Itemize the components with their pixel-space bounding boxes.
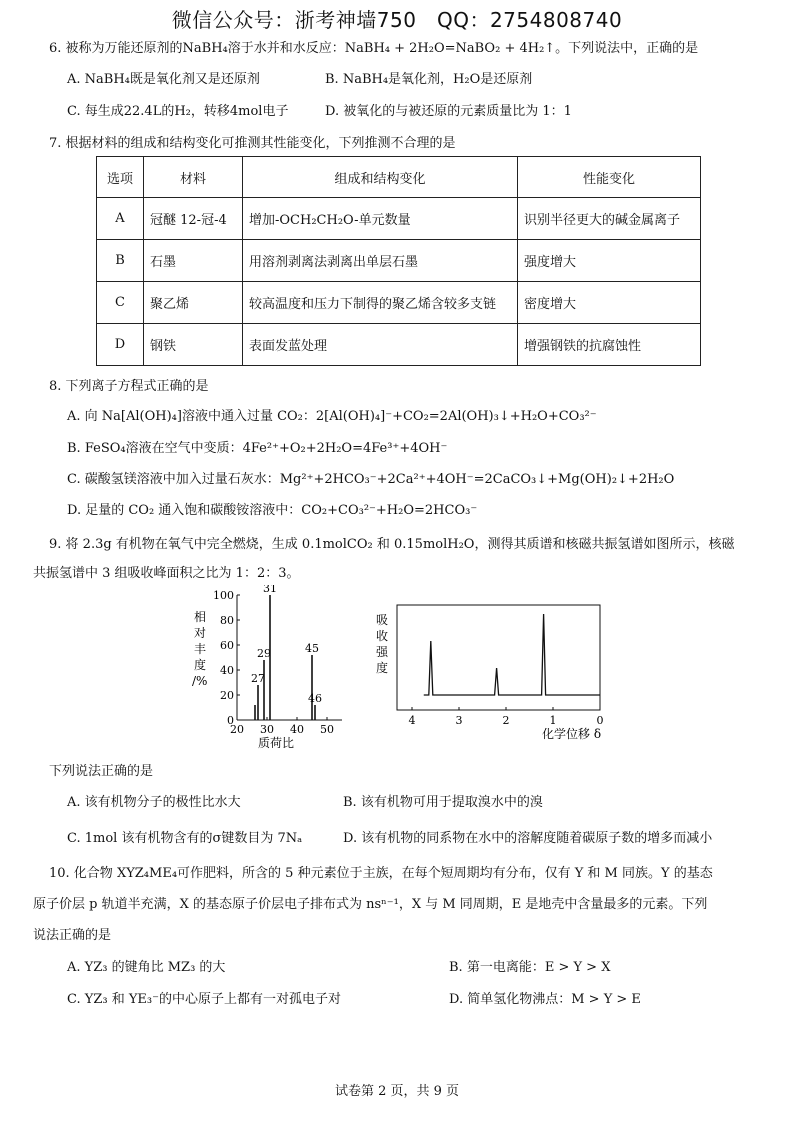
ms-x-tick-label: 30 [260,723,274,736]
ms-ylabel-char-5: /% [192,674,208,688]
ms-peak-label: 46 [308,692,322,705]
ms-ylabel-char-1: 相 [194,610,207,624]
q8-option-d: D. 足量的 CO₂ 通入饱和碳酸铵溶液中：CO₂+CO₃²⁻+H₂O=2HCO₃⁻ [67,503,478,518]
nmr-x-tick-label: 2 [502,714,510,727]
q10-stem-line1: 10. 化合物 XYZ₄ME₄可作肥料，所含的 5 种元素位于主族，在每个短周期均有分布，仅有 Y 和 M 同族。Y 的基态 [49,866,713,881]
q9-option-c: C. 1mol 该有机物含有的σ键数目为 7Nₐ [67,831,303,846]
ms-x-tick-label: 20 [230,723,244,736]
q9-option-b: B. 该有机物可用于提取溴水中的溴 [343,795,543,810]
table-cell: 用溶剂剥离法剥离出单层石墨 [243,240,518,282]
table-header-cell: 组成和结构变化 [243,157,518,198]
table-cell: 石墨 [144,240,243,282]
nmr-ylabel-char-3: 强 [376,645,389,659]
nmr-xlabel: 化学位移 δ [542,727,602,741]
table-cell: 钢铁 [144,324,243,366]
q9-stem-line1: 9. 将 2.3g 有机物在氧气中完全燃烧，生成 0.1molCO₂ 和 0.15molH₂O，测得其质谱和核磁共振氢谱如图所示，核磁 [49,537,735,552]
ms-peak-label: 31 [263,585,277,595]
table-header-cell: 选项 [97,157,144,198]
q6-option-b: B. NaBH₄是氧化剂，H₂O是还原剂 [325,72,533,87]
table-cell: B [97,240,144,282]
table-header-cell: 性能变化 [518,157,701,198]
ms-ylabel-char-4: 度 [194,658,207,672]
ms-x-tick-label: 50 [320,723,334,736]
table-row [97,198,701,240]
table-cell: 冠醚 12-冠-4 [144,198,243,240]
nmr-plot [397,605,604,727]
table-header-row [97,157,701,198]
table-cell: 密度增大 [518,282,701,324]
q6-option-d: D. 被氧化的与被还原的元素质量比为 1：1 [325,104,572,119]
table-cell: 较高温度和压力下制得的聚乙烯含较多支链 [243,282,518,324]
mass-spectrum-chart [180,585,350,755]
table-row [97,240,701,282]
ms-y-tick-label: 80 [220,614,234,627]
q10-stem-line2: 原子价层 p 轨道半充满，X 的基态原子价层电子排布式为 nsⁿ⁻¹，X 与 M 同周期，E 是地壳中含量最多的元素。下列 [33,897,708,912]
ms-peak-label: 45 [305,642,319,655]
q6-option-a: A. NaBH₄既是氧化剂又是还原剂 [67,72,260,87]
nmr-ylabel-char-2: 收 [376,629,389,643]
q10-option-b: B. 第一电离能：E > Y > X [449,960,611,975]
ms-y-tick-label: 20 [220,689,234,702]
nmr-x-tick-label: 3 [455,714,463,727]
table-cell: A [97,198,144,240]
ms-peak-label: 29 [257,647,271,660]
nmr-x-tick-label: 1 [549,714,557,727]
q9-option-a: A. 该有机物分子的极性比水大 [67,795,241,810]
nmr-ylabel-char-4: 度 [376,661,389,675]
table-cell: 强度增大 [518,240,701,282]
q7-table [96,156,701,366]
table-cell: 聚乙烯 [144,282,243,324]
q9-stem-line2: 共振氢谱中 3 组吸收峰面积之比为 1：2：3。 [33,566,300,581]
ms-y-tick-label: 40 [220,664,234,677]
q10-stem-line3: 说法正确的是 [33,928,112,943]
q10-option-a: A. YZ₃ 的键角比 MZ₃ 的大 [67,960,226,975]
table-cell: D [97,324,144,366]
ms-ylabel-char-2: 对 [194,626,207,640]
q7-stem: 7. 根据材料的组成和结构变化可推测其性能变化，下列推测不合理的是 [49,136,456,151]
nmr-spectrum-chart [370,600,620,750]
table-row [97,324,701,366]
q10-option-c: C. YZ₃ 和 YE₃⁻的中心原子上都有一对孤电子对 [67,992,341,1007]
table-cell: 识别半径更大的碱金属离子 [518,198,701,240]
nmr-spectrum-line [424,614,600,695]
ms-x-tick-label: 40 [290,723,304,736]
table-header-cell: 材料 [144,157,243,198]
ms-y-tick-label: 0 [227,714,234,727]
q10-option-d: D. 简单氢化物沸点：M > Y > E [449,992,641,1007]
q9-prompt: 下列说法正确的是 [49,764,154,779]
ms-y-tick-label: 60 [220,639,234,652]
q8-option-a: A. 向 Na[Al(OH)₄]溶液中通入过量 CO₂：2[Al(OH)₄]⁻+CO₂=2Al(OH)₃↓+H₂O+CO₃²⁻ [67,409,597,424]
q8-option-b: B. FeSO₄溶液在空气中变质：4Fe²⁺+O₂+2H₂O=4Fe³⁺+4OH⁻ [67,441,448,456]
nmr-ylabel-char-1: 吸 [376,613,389,627]
q8-stem: 8. 下列离子方程式正确的是 [49,379,209,394]
q8-option-c: C. 碳酸氢镁溶液中加入过量石灰水：Mg²⁺+2HCO₃⁻+2Ca²⁺+4OH⁻=2CaCO₃↓+Mg(OH)₂↓+2H₂O [67,472,675,487]
table-row [97,282,701,324]
table-cell: 增强钢铁的抗腐蚀性 [518,324,701,366]
q9-option-d: D. 该有机物的同系物在水中的溶解度随着碳原子数的增多而减小 [343,831,713,846]
page-footer: 试卷第 2 页，共 9 页 [334,1084,460,1099]
nmr-x-tick-label: 4 [408,714,416,727]
table-cell: C [97,282,144,324]
table-cell: 增加-OCH₂CH₂O-单元数量 [243,198,518,240]
q6-option-c: C. 每生成22.4L的H₂，转移4mol电子 [67,104,289,119]
ms-ylabel-char-3: 丰 [194,642,207,656]
ms-xlabel: 质荷比 [258,736,295,750]
nmr-x-tick-label: 0 [596,714,604,727]
mass-spectrum-plot [213,585,342,736]
ms-y-tick-label: 100 [213,589,234,602]
ms-peak-label: 27 [251,672,265,685]
q6-stem: 6. 被称为万能还原剂的NaBH₄溶于水并和水反应：NaBH₄ + 2H₂O=NaBO₂ + 4H₂↑。下列说法中，正确的是 [49,41,699,56]
watermark-header: 微信公众号：浙考神墙750 QQ：2754808740 [171,8,623,32]
table-cell: 表面发蓝处理 [243,324,518,366]
